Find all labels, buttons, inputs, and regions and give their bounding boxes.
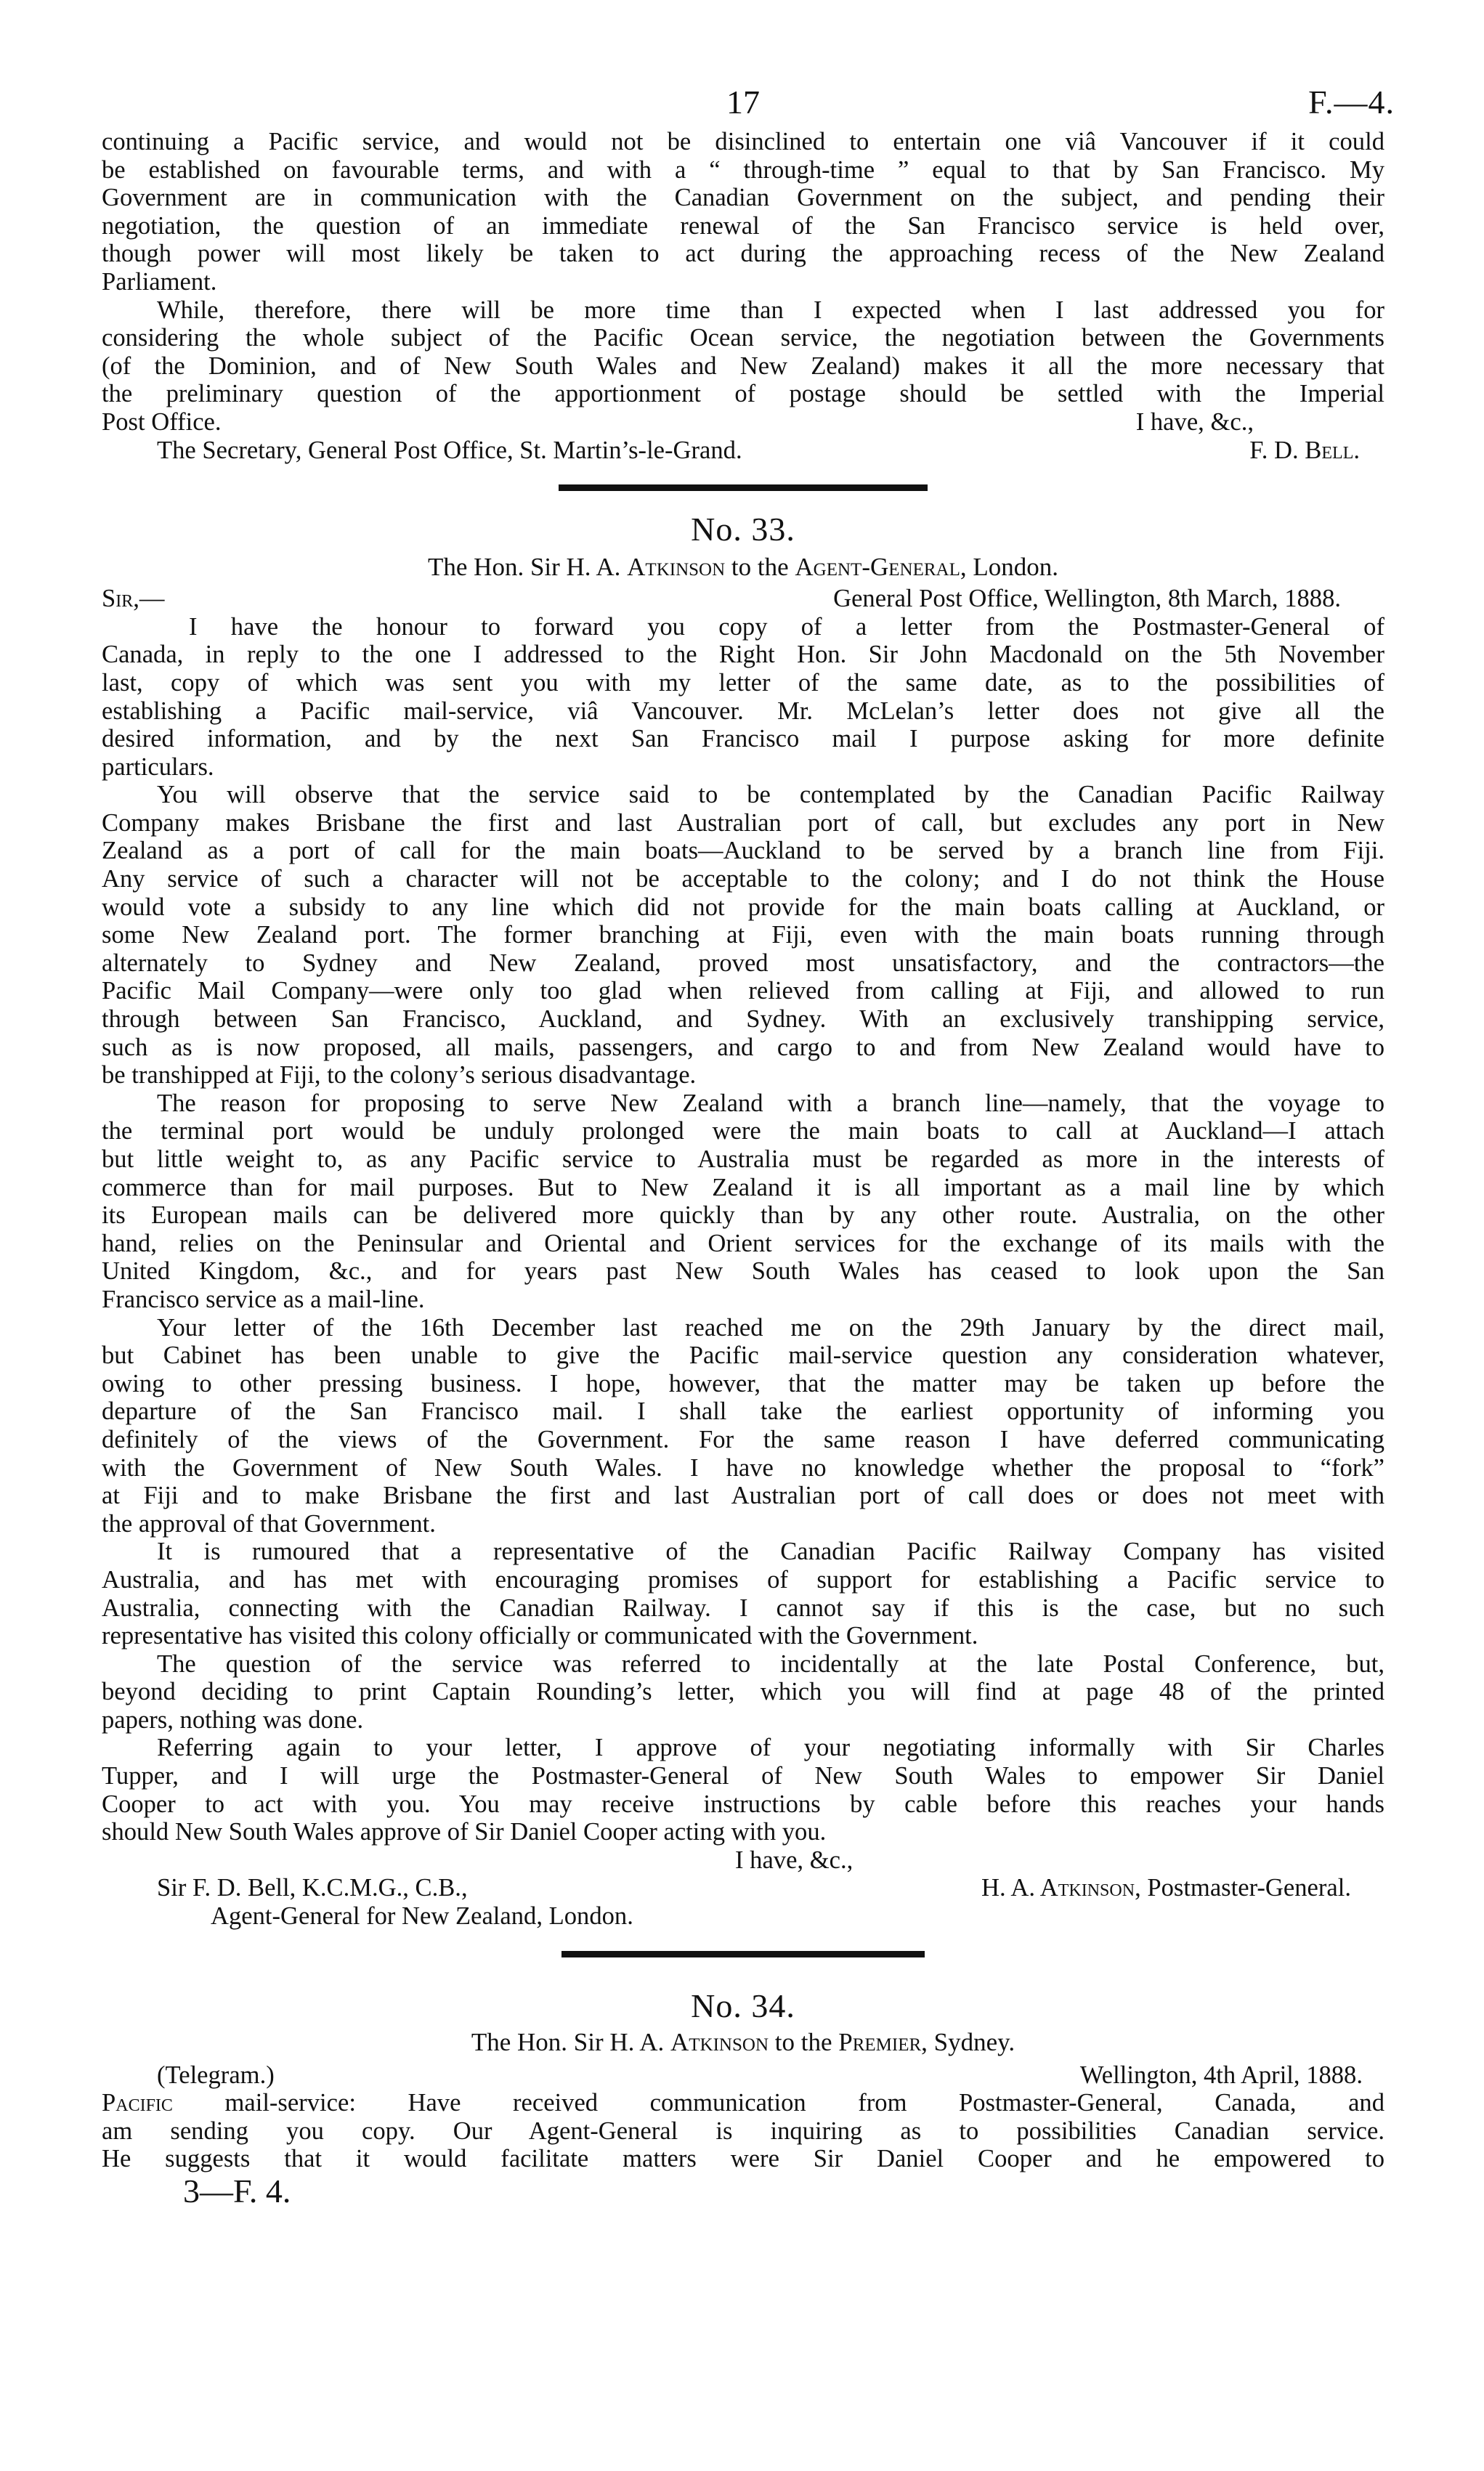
title-text: to the — [769, 2027, 839, 2056]
telegram-header — [102, 2061, 1384, 2090]
text-line: He suggests that it would facilitate matters were Sir Daniel Cooper and he empowered to — [102, 2145, 1384, 2173]
signature-line — [102, 1874, 1384, 1902]
text-line: last, copy of which was sent you with my letter of the same date, as to the possibilities of — [102, 668, 1384, 697]
paragraph — [102, 1314, 1384, 1538]
page-number: 17 — [726, 84, 760, 121]
document-page — [102, 70, 1395, 2210]
signature — [981, 1874, 1384, 1902]
closing-phrase: I have, &c., — [1135, 407, 1254, 436]
text-line: Australia, and has met with encouraging promises of support for establishing a Pacific service to — [102, 1565, 1384, 1594]
text-line: negotiation, the question of an immediate renewal of the San Francisco service is held over, — [102, 211, 1384, 240]
closing-phrase: I have, &c., — [735, 1846, 853, 1874]
signature-name: H. A. Atkinson — [981, 1874, 1135, 1902]
text-line: representative has visited this colony officially or communicated with the Government. — [102, 1622, 978, 1650]
title-text: , London. — [960, 553, 1058, 582]
title-recipient: Agent-General — [795, 553, 960, 582]
text-line: It is rumoured that a representative of the Canadian Pacific Railway Company has visited — [157, 1538, 1384, 1566]
text-line: at Fiji and to make Brisbane the first and last Australian port of call does or does not meet with — [102, 1482, 1384, 1510]
addressee: The Secretary, General Post Office, St. Martin’s-le-Grand. — [157, 436, 742, 464]
text-line: the approval of that Government. — [102, 1509, 436, 1538]
text-line: alternately to Sydney and New Zealand, proved most unsatisfactory, and the contractors—the — [102, 949, 1384, 977]
section-divider — [561, 1951, 925, 1957]
text-line: am sending you copy. Our Agent-General is inquiring as to possibilities Canadian service. — [102, 2117, 1384, 2145]
text-line: definitely of the views of the Government. For the same reason I have deferred communicating — [102, 1425, 1384, 1453]
text-line: Your letter of the 16th December last reached me on the 29th January by the direct mail, — [157, 1313, 1384, 1342]
signature-title: , Postmaster-General. — [1135, 1874, 1351, 1902]
telegram-label: (Telegram.) — [157, 2061, 275, 2089]
text-line: should New South Wales approve of Sir Daniel Cooper acting with you. — [102, 1818, 827, 1846]
previous-letter-continuation — [102, 128, 1384, 464]
text-line: departure of the San Francisco mail. I shall take the earliest opportunity of informing you — [102, 1397, 1384, 1426]
signature-mark: 3—F. 4. — [183, 2172, 291, 2210]
text-line: considering the whole subject of the Pacific Ocean service, the negotiation between the Governments — [102, 324, 1384, 352]
text-line: papers, nothing was done. — [102, 1705, 364, 1734]
text-line: Parliament. — [102, 267, 217, 296]
page-header — [102, 70, 1395, 128]
text-line: Tupper, and I will urge the Postmaster-General of New South Wales to empower Sir Daniel — [102, 1762, 1384, 1790]
title-text: to the — [725, 553, 795, 582]
text-line: some New Zealand port. The former branching at Fiji, even with the main boats running through — [102, 921, 1384, 949]
text-line: Referring again to your letter, I approve of your negotiating informally with Sir Charles — [157, 1734, 1384, 1762]
text-line: Post Office. — [102, 407, 222, 436]
section-divider — [559, 484, 928, 491]
text-line: the terminal port would be unduly prolonged were the main boats to call at Auckland—I attach — [102, 1117, 1384, 1145]
dateline: Wellington, 4th April, 1888. — [1079, 2061, 1363, 2089]
title-name: Atkinson — [627, 553, 726, 582]
text-line — [102, 2089, 1384, 2117]
salutation-line — [102, 585, 1384, 613]
text-line: particulars. — [102, 752, 214, 781]
paragraph — [102, 1538, 1384, 1650]
text-line: such as is now proposed, all mails, passengers, and cargo to and from New Zealand would have to — [102, 1033, 1384, 1061]
text-line: Pacific Mail Company—were only too glad when relieved from calling at Fiji, and allowed to run — [102, 977, 1384, 1005]
paragraph — [102, 781, 1384, 1090]
text-line: be transhipped at Fiji, to the colony’s serious disadvantage. — [102, 1061, 697, 1090]
text-line: through between San Francisco, Auckland, and Sydney. With an exclusively transhipping service, — [102, 1005, 1384, 1034]
text-line: (of the Dominion, and of New South Wales and New Zealand) makes it all the more necessary that — [102, 352, 1384, 380]
letter-number: No. 33. — [691, 511, 795, 548]
telegram-body — [102, 2061, 1384, 2173]
salutation: Sir,— — [102, 585, 165, 613]
signature-line — [102, 437, 1384, 465]
text-line: the preliminary question of the apportionment of postage should be settled with the Imperial — [102, 380, 1384, 408]
text-line: but little weight to, as any Pacific service to Australia must be regarded as more in the interests of — [102, 1145, 1384, 1173]
title-text: The Hon. Sir H. A. — [471, 2027, 670, 2056]
text-line: though power will most likely be taken to act during the approaching recess of the New Zealand — [102, 240, 1384, 268]
letter-number: No. 34. — [691, 1987, 795, 2024]
text-line: Zealand as a port of call for the main boats—Auckland to be served by a branch line from Fiji. — [102, 837, 1384, 865]
paragraph — [102, 128, 1384, 296]
title-name: Atkinson — [670, 2027, 769, 2056]
paragraph — [102, 613, 1384, 782]
text-line: owing to other pressing business. I hope, however, that the matter may be taken up before the — [102, 1369, 1384, 1397]
text-run: mail-service: Have received communication from Postmaster-General, Canada, and — [172, 2089, 1384, 2117]
text-line: Canada, in reply to the one I addressed to the Right Hon. Sir John Macdonald on the 5th November — [102, 641, 1384, 669]
text-line: The question of the service was referred to incidentally at the late Postal Conference, but, — [157, 1650, 1384, 1678]
text-line: Any service of such a character will not be acceptable to the colony; and I do not think the House — [102, 865, 1384, 893]
letter-title — [102, 2028, 1384, 2057]
dateline: General Post Office, Wellington, 8th March, 1888. — [833, 585, 1341, 613]
text-line: its European mails can be delivered more quickly than by any other route. Australia, on the other — [102, 1201, 1384, 1230]
text-line: While, therefore, there will be more time than I expected when I last addressed you for — [157, 296, 1384, 324]
title-recipient: Premier — [838, 2027, 922, 2056]
text-line: desired information, and by the next San Francisco mail I purpose asking for more definite — [102, 725, 1384, 753]
lead-word: Pacific — [102, 2089, 173, 2117]
letter-body — [102, 585, 1384, 1931]
paragraph — [102, 1090, 1384, 1314]
text-line: beyond deciding to print Captain Rounding’s letter, which you will find at page 48 of the printed — [102, 1678, 1384, 1706]
title-text: The Hon. Sir H. A. — [428, 553, 628, 582]
text-line: Australia, connecting with the Canadian Railway. I cannot say if this is the case, but no such — [102, 1594, 1384, 1622]
signature: F. D. Bell. — [1249, 436, 1360, 464]
paper-reference: F.—4. — [1308, 84, 1395, 121]
text-line: continuing a Pacific service, and would not be disinclined to entertain one viâ Vancouver if it could — [102, 128, 1384, 155]
text-line: United Kingdom, &c., and for years past New South Wales has ceased to look upon the San — [102, 1257, 1384, 1286]
text-line: I have the honour to forward you copy of a letter from the Postmaster-General of — [189, 612, 1384, 641]
closing-line — [102, 408, 1384, 437]
letter-title — [102, 553, 1384, 582]
paragraph — [102, 1650, 1384, 1734]
paragraph — [102, 1734, 1384, 1846]
text-line: You will observe that the service said to be contemplated by the Canadian Pacific Railway — [157, 781, 1384, 809]
addressee: Sir F. D. Bell, K.C.M.G., C.B., — [157, 1874, 468, 1902]
addressee: Agent-General for New Zealand, London. — [211, 1902, 633, 1931]
text-line: Cooper to act with you. You may receive instructions by cable before this reaches your hands — [102, 1790, 1384, 1818]
text-line: hand, relies on the Peninsular and Oriental and Orient services for the exchange of its mails with the — [102, 1229, 1384, 1257]
text-line: would vote a subsidy to any line which did not provide for the main boats calling at Auckland, or — [102, 893, 1384, 921]
text-line: with the Government of New South Wales. I have no knowledge whether the proposal to “fork” — [102, 1453, 1384, 1482]
title-text: , Sydney. — [921, 2027, 1015, 2056]
text-line: be established on favourable terms, and with a “ through-time ” equal to that by San Francisco. My — [102, 155, 1384, 184]
text-line: commerce than for mail purposes. But to New Zealand it is all important as a mail line by which — [102, 1173, 1384, 1201]
paragraph — [102, 296, 1384, 437]
text-line: establishing a Pacific mail-service, viâ Vancouver. Mr. McLelan’s letter does not give all the — [102, 697, 1384, 725]
text-line: Government are in communication with the Canadian Government on the subject, and pending their — [102, 184, 1384, 212]
text-line: Company makes Brisbane the first and last Australian port of call, but excludes any port in New — [102, 808, 1384, 837]
text-line: The reason for proposing to serve New Zealand with a branch line—namely, that the voyage to — [157, 1089, 1384, 1117]
text-line: Francisco service as a mail-line. — [102, 1285, 425, 1313]
text-line: but Cabinet has been unable to give the Pacific mail-service question any consideration whatever, — [102, 1342, 1384, 1370]
